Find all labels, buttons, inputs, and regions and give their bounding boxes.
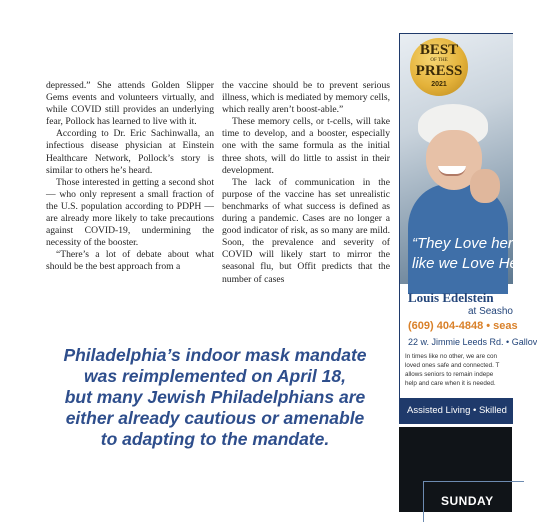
senior-living-advertisement[interactable] — [399, 33, 537, 424]
pull-quote-line: to adapting to the mandate. — [100, 429, 330, 449]
badge-line3: PRESS — [415, 63, 463, 79]
best-of-the-press-badge — [410, 38, 468, 96]
ad-address: 22 w. Jimmie Leeds Rd. • Gallov — [408, 337, 537, 347]
pull-quote — [40, 345, 390, 450]
ad-services-banner: Assisted Living • Skilled — [400, 398, 513, 424]
ad-quote-line2: like we Love Her” — [412, 255, 528, 272]
pull-quote-line: but many Jewish Philadelphians are — [64, 387, 366, 407]
pull-quote-line: either already cautious or amenable — [65, 408, 365, 428]
ad-quote-line1: “They Love her — [412, 235, 513, 252]
ad-phone-number[interactable]: (609) 404-4848 • seas — [408, 320, 518, 332]
article-paragraph: “There’s a lot of debate about what should be the best approach from a — [46, 249, 214, 273]
badge-line1: BEST — [419, 42, 459, 58]
ad-blurb-line: In times like no other, we are con — [405, 353, 498, 360]
article-paragraph: According to Dr. Eric Sachinwalla, an infectious disease physician at Einstein Healthcare Network, Pollock’s story is similar to others he’s heard. — [46, 128, 214, 176]
article-paragraph: the vaccine should be to prevent serious illness, which is mediated by memory cells, which really aren’t boost-able.” — [222, 80, 390, 116]
ad-blurb-line: help and care when it is needed. — [405, 380, 496, 387]
article-paragraph: Those interested in getting a second shot — who only represent a small fraction of the U.S. population according to PDPH — are already more likely to take precautions against COVID-19, undermining the necessity of the booster. — [46, 176, 214, 249]
ad-business-location: at Seasho — [467, 306, 513, 317]
ad-blurb-line: loved ones safe and connected. T — [405, 362, 500, 369]
pull-quote-line: was reimplemented on April 18, — [84, 366, 346, 386]
pull-quote-line: Philadelphia’s indoor mask mandate — [63, 345, 367, 365]
ad-blurb — [400, 352, 513, 388]
article-column-2 — [222, 80, 390, 286]
event-advertisement[interactable] — [399, 427, 512, 512]
ad-blurb-line: allows seniors to remain indepe — [405, 371, 494, 378]
article-paragraph: The lack of communication in the purpose of the vaccine has set unrealistic benchmarks of what success is defined as during a pandemic. Cases are no longer a good indicator of risk, as so many are mild. Soon, the prevalence and severity of COVID will likely start to mirror the seasonal flu, but Offit predicts that the number of cases — [222, 176, 390, 285]
ad-business-name: Louis Edelstein — [408, 290, 494, 305]
article-column-1 — [46, 80, 214, 274]
article-paragraph: depressed.” She attends Golden Slipper Gems events and volunteers virtually, and while COVID still provides an underlying fear, Pollock has learned to live with it. — [46, 80, 214, 128]
ad-testimonial-quote — [400, 234, 528, 274]
badge-line2: OF THE — [430, 58, 448, 63]
badge-year: 2021 — [431, 81, 447, 88]
ad2-day-label: SUNDAY — [441, 494, 494, 508]
article-paragraph: These memory cells, or t-cells, will take time to develop, and a booster, especially one with the same formula as the initial three shots, will do little to assist in their development. — [222, 116, 390, 176]
ad-photo-figure-hand — [470, 169, 500, 203]
